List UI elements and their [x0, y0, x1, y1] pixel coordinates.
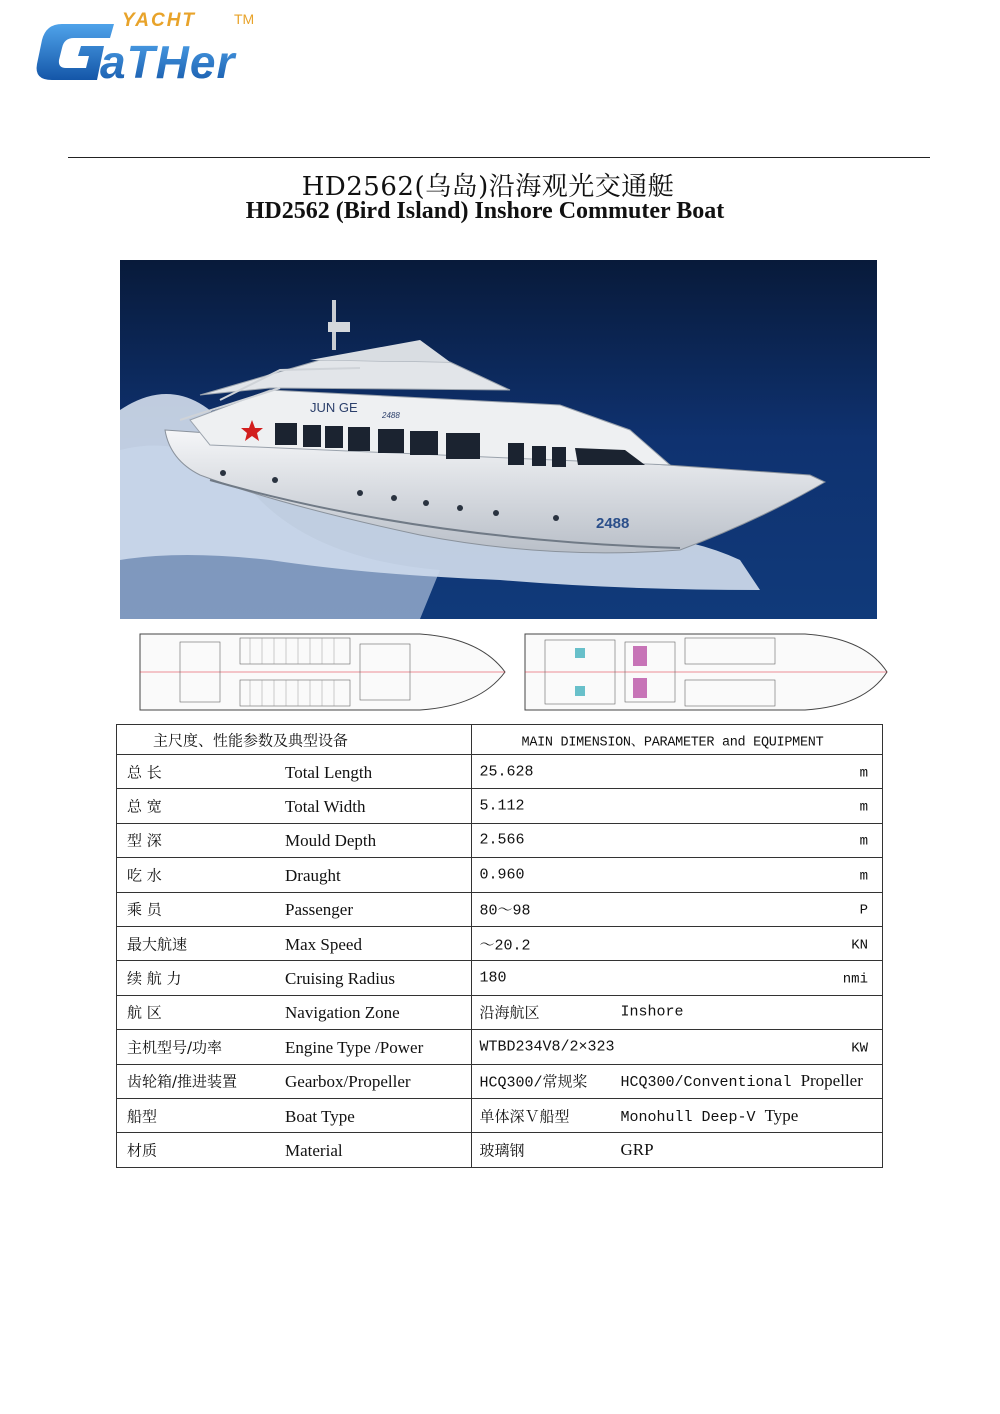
row-value: 沿海航区 — [479, 1005, 540, 1023]
table-row — [117, 995, 883, 1029]
table-row — [117, 1133, 883, 1167]
row-value: 25.628 — [479, 763, 534, 781]
table-row — [117, 1030, 883, 1064]
row-value-en-tail: Propeller — [800, 1071, 863, 1091]
table-header-row — [117, 725, 883, 755]
spec-table — [116, 724, 883, 1168]
table-header-cn: 主尺度、性能参数及典型设备 — [153, 731, 349, 749]
row-label-en: Max Speed — [285, 934, 362, 954]
row-label-en: Gearbox/Propeller — [285, 1072, 411, 1092]
row-label-en: Total Length — [285, 762, 373, 782]
row-label-en: Engine Type /Power — [285, 1038, 424, 1058]
deck-plan-right — [515, 628, 892, 716]
row-unit: m — [859, 765, 868, 782]
row-label-en: Draught — [285, 866, 341, 886]
row-value-en-tail: Type — [764, 1105, 799, 1125]
row-unit: nmi — [842, 971, 868, 988]
row-label-en: Navigation Zone — [285, 1003, 400, 1023]
table-header-en-cell — [471, 725, 882, 755]
logo-yacht-text: YACHT — [122, 10, 197, 31]
table-header-en: MAIN DIMENSION、PARAMETER and EQUIPMENT — [521, 735, 824, 750]
row-value: 5.112 — [479, 797, 525, 815]
row-label-cn: 总 宽 — [127, 797, 162, 816]
row-label-cn: 船型 — [127, 1107, 158, 1126]
row-value-en-group — [621, 1140, 654, 1160]
row-value-en: HCQ300/Conventional — [620, 1074, 792, 1092]
row-label-en: Material — [285, 1141, 343, 1161]
row-value-en-tail: GRP — [620, 1139, 654, 1159]
hull-name: JUN GE — [310, 400, 358, 415]
boat-photo — [120, 260, 877, 619]
row-label-en: Boat Type — [285, 1106, 355, 1126]
row-value: 单体深Ｖ船型 — [479, 1109, 570, 1127]
table-row — [117, 926, 883, 960]
title-english: HD2562 (Bird Island) Inshore Commuter Boat — [245, 198, 725, 224]
logo-tm-text: TM — [234, 11, 255, 27]
row-label-en: Total Width — [285, 797, 366, 817]
row-label-cn: 主机型号/功率 — [127, 1038, 223, 1057]
table-row — [117, 1098, 883, 1132]
brand-logo — [22, 8, 322, 88]
row-label-cn: 齿轮箱/推进装置 — [127, 1072, 238, 1091]
row-value-en-group — [621, 1106, 799, 1126]
title-chinese: HD2562(乌岛)沿海观光交通艇 — [301, 172, 675, 202]
row-label-cn: 吃 水 — [127, 866, 162, 885]
logo-brand-text: aTHer — [100, 36, 236, 88]
header-rule — [68, 157, 930, 158]
table-row — [117, 961, 883, 995]
row-label-cn: 航 区 — [127, 1003, 162, 1022]
row-label-en: Cruising Radius — [285, 969, 396, 989]
row-value: 玻璃钢 — [479, 1143, 525, 1161]
table-row — [117, 823, 883, 857]
row-value: 80～98 — [479, 902, 531, 920]
row-label-cn: 乘 员 — [127, 900, 162, 919]
row-unit: KW — [851, 1040, 868, 1057]
table-row — [117, 755, 883, 789]
table-row — [117, 1064, 883, 1098]
row-unit: KN — [851, 937, 868, 954]
row-value: 180 — [479, 969, 507, 987]
hull-number: 2488 — [596, 515, 630, 532]
row-label-cn: 型 深 — [127, 831, 162, 850]
row-unit: m — [859, 799, 868, 816]
row-value-en: Inshore — [620, 1003, 684, 1021]
row-value-en-group — [621, 1071, 863, 1091]
row-value: 0.960 — [479, 866, 525, 884]
table-row — [117, 892, 883, 926]
table-header-cn-cell — [117, 725, 472, 755]
row-value: ～20.2 — [479, 937, 531, 955]
row-label-cn: 总 长 — [127, 763, 162, 782]
row-label-cn: 材质 — [127, 1141, 158, 1160]
hull-number-small: 2488 — [382, 411, 400, 420]
row-unit: m — [859, 868, 868, 885]
row-label-en: Passenger — [285, 900, 353, 920]
row-value-en: Monohull Deep-V — [620, 1108, 756, 1126]
row-value: 2.566 — [479, 831, 525, 849]
row-label-cn: 续 航 力 — [127, 969, 182, 988]
row-label-en: Mould Depth — [285, 831, 377, 851]
row-value: WTBD234V8/2×323 — [479, 1038, 615, 1056]
table-row — [117, 858, 883, 892]
row-unit: m — [859, 834, 868, 851]
row-label-cn: 最大航速 — [127, 935, 188, 954]
row-value: HCQ300/常规桨 — [479, 1074, 588, 1092]
deck-plan-left — [120, 628, 510, 716]
row-unit: P — [859, 902, 868, 919]
table-row — [117, 789, 883, 823]
